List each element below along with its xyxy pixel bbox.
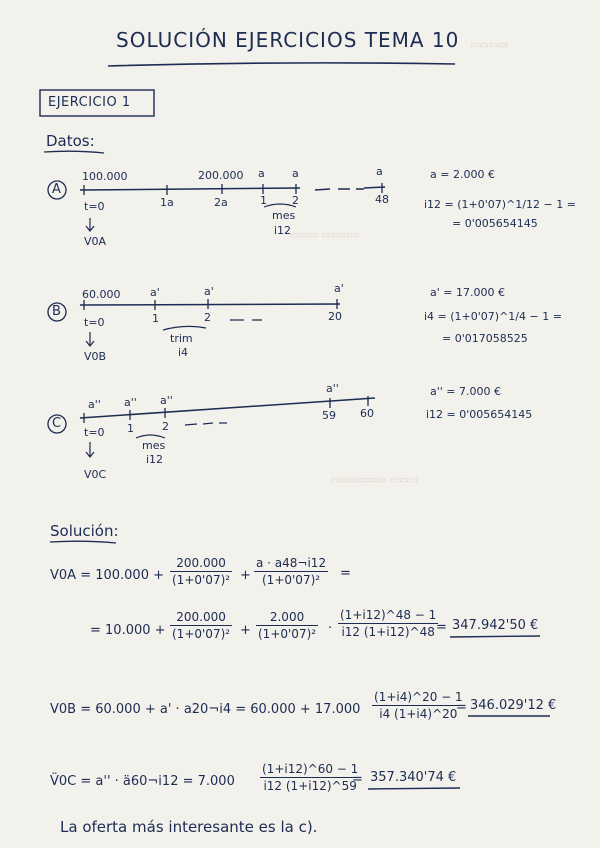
datos-heading: Datos: [46, 132, 95, 150]
s1-fraction-1 [170, 556, 232, 587]
solucion-heading: Solución: [50, 522, 119, 540]
option-c-eq1: a'' = 7.000 € [430, 385, 501, 398]
s1-f1-den: (1+0'07)² [172, 573, 231, 587]
s1-lhs: V0A = 100.000 + [50, 568, 164, 583]
s1-f2-num: a · a48¬i12 [256, 556, 327, 570]
page-title: SOLUCIÓN EJERCICIOS TEMA 10 [116, 28, 460, 52]
option-a-tick: 48 [375, 193, 389, 206]
option-b-top-label: a' [334, 282, 344, 295]
s3-f-den: i4 (1+i4)^20 [379, 707, 458, 721]
option-b-unit: trim [170, 332, 193, 345]
s4-f-den: i12 (1+i12)^59 [263, 779, 357, 793]
s1-fraction-2 [254, 556, 328, 587]
conclusion-text: La oferta más interesante es la c). [60, 818, 318, 836]
option-c-top-label: a'' [88, 398, 101, 411]
option-a-tick: 1 [260, 194, 267, 207]
s2-f3-den: i12 (1+i12)^48 [341, 625, 435, 639]
s2-f2-den: (1+0'07)² [258, 627, 317, 641]
option-b-tick: 20 [328, 310, 342, 323]
option-a-unit: mes [272, 209, 296, 222]
s4-f-num: (1+i12)^60 − 1 [262, 762, 359, 776]
option-b-tick: 1 [152, 312, 159, 325]
option-b-rate: i4 [178, 346, 189, 359]
s1-equals: = [340, 566, 351, 581]
s2-f3-num: (1+i12)^48 − 1 [340, 608, 437, 622]
option-a-tick: 1a [160, 196, 174, 209]
option-a-start: 100.000 [82, 170, 128, 183]
option-a-label: A [52, 182, 61, 197]
option-b-t0: t=0 [84, 316, 105, 329]
option-a-top-label: a [376, 165, 383, 178]
s2-fraction-2 [256, 610, 318, 641]
option-c-rate: i12 [146, 453, 164, 466]
s2-plus: + [240, 623, 251, 638]
option-b-top-label: a' [150, 286, 160, 299]
option-b-eq3: = 0'017058525 [442, 332, 528, 345]
option-b-label: B [52, 304, 61, 319]
s4-result: 357.340'74 € [370, 770, 457, 785]
s4-fraction [260, 762, 360, 793]
option-a-tick: 2a [214, 196, 228, 209]
s3-f-num: (1+i4)^20 − 1 [374, 690, 463, 704]
option-c-t0: t=0 [84, 426, 105, 439]
s2-fraction-1 [170, 610, 232, 641]
option-c-tick: 2 [162, 420, 169, 433]
option-a-t0: t=0 [84, 200, 105, 213]
s2-f1-den: (1+0'07)² [172, 627, 231, 641]
option-c-value: V0C [84, 468, 107, 481]
section-heading: EJERCICIO 1 [48, 95, 131, 110]
s3-lhs: V0B = 60.000 + a' · a20¬i4 = 60.000 + 17.000 [50, 702, 361, 717]
s2-result: 347.942'50 € [452, 618, 539, 633]
option-a-rate: i12 [274, 224, 292, 237]
option-a-eq2: i12 = (1+0'07)^1/12 − 1 = [424, 198, 576, 211]
option-c-tick: 1 [127, 422, 134, 435]
s1-f2-den: (1+0'07)² [262, 573, 321, 587]
s1-plus: + [240, 568, 251, 583]
option-c-top-label: a'' [326, 382, 339, 395]
option-a-value: V0A [84, 235, 107, 248]
option-c-tick: 59 [322, 409, 336, 422]
option-a-top-label: a [292, 167, 299, 180]
s1-f1-num: 200.000 [176, 556, 226, 570]
s4-equals: = [352, 772, 363, 787]
option-c-tick: 60 [360, 407, 374, 420]
option-b-start: 60.000 [82, 288, 121, 301]
option-a-eq1: a = 2.000 € [430, 168, 495, 181]
option-c-top-label: a'' [160, 394, 173, 407]
option-b-eq2: i4 = (1+0'07)^1/4 − 1 = [424, 310, 562, 323]
s2-f1-num: 200.000 [176, 610, 226, 624]
option-a-top-label: a [258, 167, 265, 180]
s2-fraction-3 [338, 608, 438, 639]
option-b-eq1: a' = 17.000 € [430, 286, 505, 299]
option-b-value: V0B [84, 350, 107, 363]
option-a-eq3: = 0'005654145 [452, 217, 538, 230]
s2-dot: · [328, 621, 333, 636]
option-c-label: C [52, 416, 62, 431]
s3-fraction [372, 690, 465, 721]
s2-equals: = [436, 620, 447, 635]
s4-lhs: V̈0C = a'' · ä60¬i12 = 7.000 [50, 774, 235, 789]
s2-lhs: = 10.000 + [90, 623, 166, 638]
option-a-tick: 2 [292, 194, 299, 207]
option-c-eq2: i12 = 0'005654145 [426, 408, 533, 421]
s2-f2-num: 2.000 [269, 610, 305, 624]
s3-result: 346.029'12 € [470, 698, 557, 713]
option-c-unit: mes [142, 439, 166, 452]
option-b-tick: 2 [204, 311, 211, 324]
option-a-top-label: 200.000 [198, 169, 244, 182]
s3-equals: = [456, 700, 467, 715]
option-b-top-label: a' [204, 285, 214, 298]
option-c-top-label: a'' [124, 396, 137, 409]
